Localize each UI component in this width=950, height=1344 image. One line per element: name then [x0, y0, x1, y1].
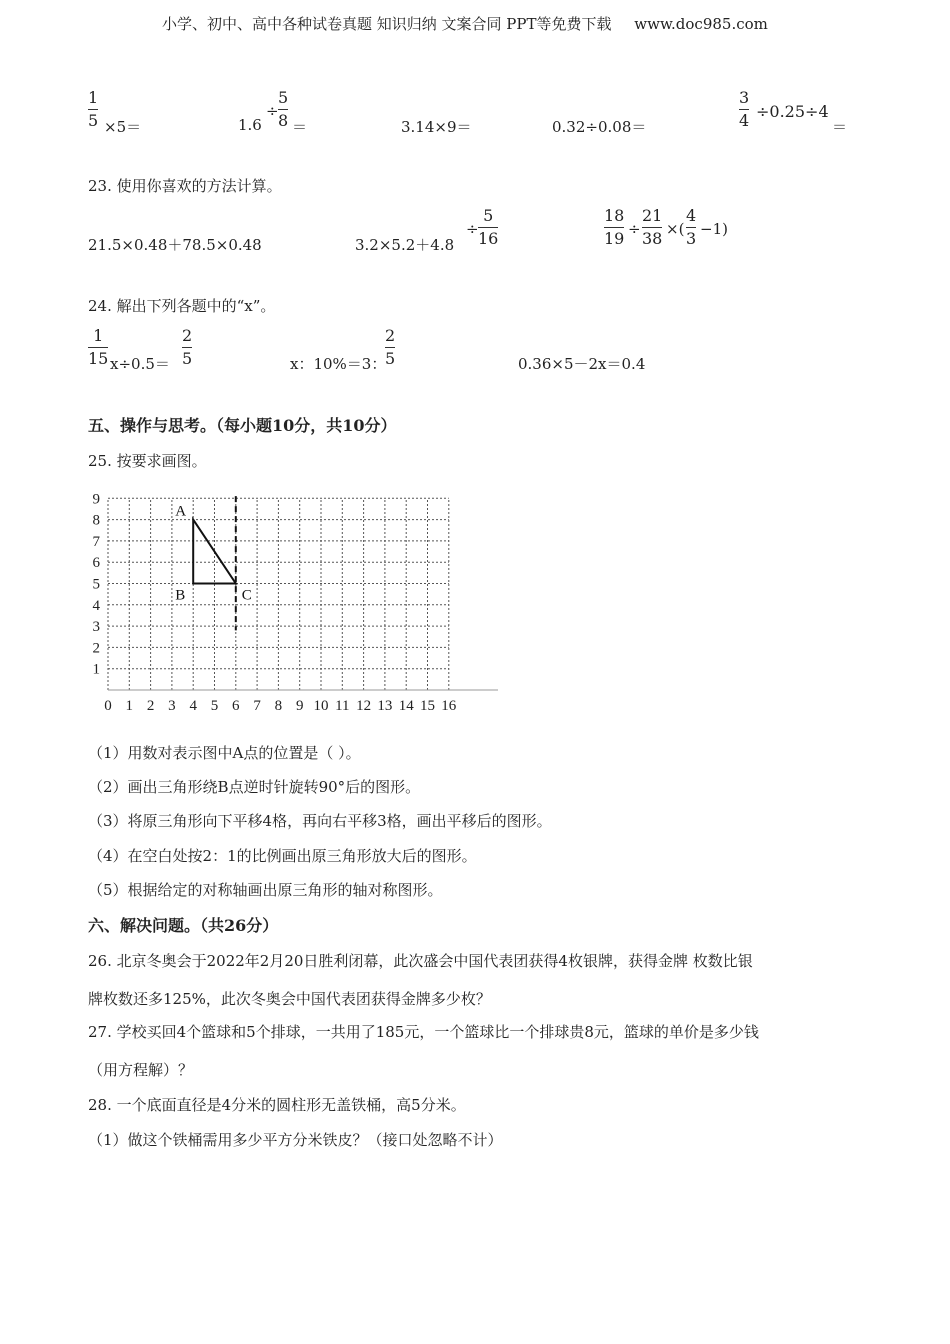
site-header — [162, 13, 768, 34]
section5-heading: 五、操作与思考。（每小题10分，共10分） — [88, 416, 397, 435]
q23c-op2: ×( — [666, 220, 685, 238]
x-tick-label: 5 — [210, 698, 219, 714]
q25-item-2: （2）画出三角形绕B点逆时针旋转90°后的图形。 — [88, 778, 421, 796]
q23c-tail: −1) — [700, 220, 728, 238]
q28-title: 28. 一个底面直径是4分米的圆柱形无盖铁桶，高5分米。 — [88, 1096, 466, 1114]
q23c-op1: ÷ — [628, 220, 641, 238]
x-tick-label: 12 — [356, 698, 372, 714]
q23-title: 23. 使用你喜欢的方法计算。 — [88, 177, 282, 195]
x-tick-label: 16 — [441, 698, 457, 714]
q23c-frac1: 18 19 — [604, 206, 625, 248]
point-label: C — [241, 587, 252, 604]
q24-title: 24. 解出下列各题中的“x”。 — [88, 297, 276, 315]
coordinate-grid — [88, 482, 498, 714]
y-tick-label: 8 — [92, 512, 100, 529]
x-tick-label: 13 — [377, 698, 393, 714]
q22e-fraction: 3 4 — [739, 88, 750, 130]
x-axis-labels — [104, 698, 457, 714]
y-tick-label: 7 — [92, 533, 100, 550]
y-tick-label: 2 — [92, 640, 100, 657]
point-label: B — [175, 587, 186, 604]
q22b-fraction: 5 8 — [278, 88, 289, 130]
x-tick-label: 15 — [420, 698, 435, 714]
x-tick-label: 11 — [335, 698, 350, 714]
section6-heading: 六、解决问题。（共26分） — [88, 916, 279, 935]
q23b-op: ÷ — [466, 220, 479, 238]
y-tick-label: 1 — [92, 661, 100, 678]
q22c: 3.14×9＝ — [401, 118, 472, 136]
x-tick-label: 4 — [189, 698, 197, 714]
q23a: 21.5×0.48＋78.5×0.48 — [88, 236, 262, 254]
header-text: 小学、初中、高中各种试卷真题 知识归纳 文案合同 PPT等免费下载 — [162, 15, 612, 33]
q24c: 0.36×5－2x＝0.4 — [518, 355, 646, 373]
q22b-rest: ＝ — [292, 118, 308, 136]
q26-line2: 牌枚数还多125%，此次冬奥会中国代表团获得金牌多少枚？ — [88, 990, 491, 1008]
q26-line1: 26. 北京冬奥会于2022年2月20日胜利闭幕，此次盛会中国代表团获得4枚银牌，获得金牌 枚数比银 — [88, 952, 753, 970]
x-tick-label: 2 — [146, 698, 155, 714]
q22a-rest: ×5＝ — [104, 118, 142, 136]
x-tick-label: 7 — [253, 698, 261, 714]
q27-line1: 27. 学校买回4个篮球和5个排球，一共用了185元，一个篮球比一个排球贵8元，篮球的单价是多少钱 — [88, 1023, 759, 1041]
q22b-op: ÷ — [266, 102, 279, 120]
x-tick-label: 9 — [295, 698, 304, 714]
q25-item-1: （1）用数对表示图中A点的位置是（ ）。 — [88, 744, 361, 762]
q28-sub1: （1）做这个铁桶需用多少平方分米铁皮？（接口处忽略不计） — [88, 1131, 503, 1149]
y-tick-label: 4 — [92, 597, 100, 614]
triangle-abc — [175, 496, 252, 630]
q25-title: 25. 按要求画图。 — [88, 452, 207, 470]
q23b-lead: 3.2×5.2＋4.8 — [355, 236, 455, 254]
q22e-eq: ＝ — [832, 118, 848, 136]
q24a-mid: x÷0.5＝ — [110, 355, 170, 373]
q24a-frac2: 2 5 — [182, 326, 193, 368]
q22e-rest: ÷0.25÷4 — [756, 102, 829, 121]
q24b-lead: x：10%＝3： — [290, 355, 387, 373]
y-tick-label: 5 — [92, 576, 100, 593]
q27-line2: （用方程解）？ — [88, 1061, 194, 1079]
q24a-frac1: 1 15 — [88, 326, 109, 368]
x-tick-label: 1 — [125, 698, 134, 714]
x-tick-label: 3 — [168, 698, 176, 714]
q24b-frac: 2 5 — [385, 326, 396, 368]
x-tick-label: 8 — [274, 698, 283, 714]
q23c-frac3: 4 3 — [686, 206, 697, 248]
x-tick-label: 6 — [232, 698, 240, 714]
x-tick-label: 10 — [313, 698, 329, 714]
q25-item-5: （5）根据给定的对称轴画出原三角形的轴对称图形。 — [88, 881, 443, 899]
q22b-lead: 1.6 — [238, 116, 262, 134]
q23b-fraction: 5 16 — [478, 206, 499, 248]
grid-lines — [108, 498, 498, 690]
x-tick-label: 14 — [398, 698, 414, 714]
y-axis-labels — [93, 491, 101, 677]
q23c-frac2: 21 38 — [642, 206, 663, 248]
q22d: 0.32÷0.08＝ — [552, 118, 647, 136]
header-url[interactable]: www.doc985.com — [634, 15, 768, 33]
q25-item-3: （3）将原三角形向下平移4格，再向右平移3格，画出平移后的图形。 — [88, 812, 552, 830]
x-tick-label: 0 — [104, 698, 112, 714]
y-tick-label: 3 — [92, 619, 100, 636]
y-tick-label: 6 — [92, 555, 100, 572]
q22a-fraction: 1 5 — [88, 88, 99, 130]
y-tick-label: 9 — [92, 491, 100, 508]
point-label: A — [175, 503, 187, 520]
q25-item-4: （4）在空白处按2：1的比例画出原三角形放大后的图形。 — [88, 847, 477, 865]
